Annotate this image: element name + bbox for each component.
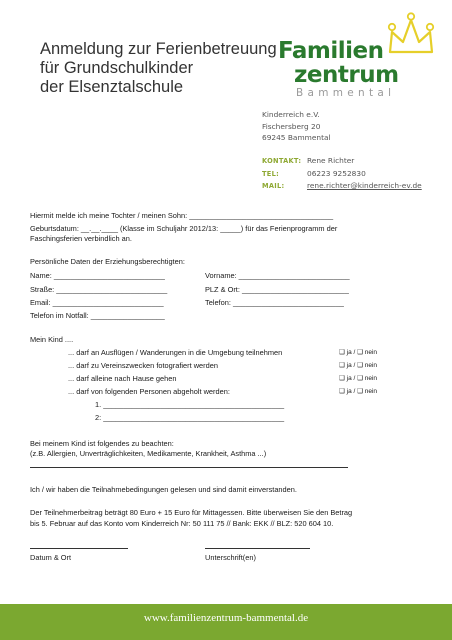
mail-link[interactable]: rene.richter@kinderreich-ev.de <box>307 181 422 190</box>
question-foto: ... darf zu Vereinszwecken fotografiert werden <box>68 361 218 370</box>
address-city: 69245 Bammental <box>262 133 331 142</box>
signature-label: Unterschrift(en) <box>205 553 256 562</box>
intro-line: Hiermit melde ich meine Tochter / meinen Sohn: ___________________________________ <box>30 211 334 220</box>
address-street: Fischersberg 20 <box>262 121 321 131</box>
page-title <box>40 40 277 97</box>
special-notes-line[interactable] <box>30 467 348 468</box>
telefon-field[interactable]: Telefon: ___________________________ <box>205 298 344 307</box>
logo-word-bammental: Bammental <box>296 87 396 99</box>
date-place-line[interactable] <box>30 548 128 549</box>
address-block <box>262 109 331 144</box>
conditions-text: Ich / wir haben die Teilnahmebedingungen gelesen und sind damit einverstanden. <box>30 485 297 494</box>
name-field[interactable]: Name: ___________________________ <box>30 271 165 280</box>
special-heading: Bei meinem Kind ist folgendes zu beachten: <box>30 439 174 448</box>
pickup-person-1[interactable]: 1. ____________________________________________ <box>95 400 285 409</box>
question-abholen: ... darf von folgenden Personen abgeholt werden: <box>68 387 230 396</box>
special-examples: (z.B. Allergien, Unverträglichkeiten, Medikamente, Krankheit, Asthma ...) <box>30 449 267 458</box>
contact-label: KONTAKT: <box>262 157 302 165</box>
tel-value: 06223 9252830 <box>307 168 366 178</box>
choice-ausfluege[interactable]: ❑ ja / ❑ nein <box>339 349 378 356</box>
footer-website-link[interactable]: www.familienzentrum-bammental.de <box>143 612 309 624</box>
email-field[interactable]: Email: ___________________________ <box>30 298 164 307</box>
choice-foto[interactable]: ❑ ja / ❑ nein <box>339 362 378 369</box>
choice-heimweg[interactable]: ❑ ja / ❑ nein <box>339 375 378 382</box>
notfall-field[interactable]: Telefon im Notfall: __________________ <box>30 311 165 320</box>
fee-line-2: bis 5. Februar auf das Konto vom Kinderreich Nr: 50 111 75 // Bank: EKK // BLZ: 520 604 10. <box>30 519 334 528</box>
tel-label: TEL: <box>262 169 280 178</box>
birth-line-2: Faschingsferien verbindlich an. <box>30 234 132 243</box>
familienzentrum-logo <box>276 12 436 102</box>
crown-icon <box>384 12 438 56</box>
question-ausfluege: ... darf an Ausflügen / Wanderungen in die Umgebung teilnehmen <box>68 348 283 357</box>
birth-line-1: Geburtsdatum: __.__.____ (Klasse im Schuljahr 2012/13: _____) für das Ferienprogramm der <box>30 224 338 233</box>
choice-abholen[interactable]: ❑ ja / ❑ nein <box>339 388 378 395</box>
logo-word-familien: Familien <box>278 38 384 64</box>
footer-bar <box>0 604 452 640</box>
title-line-3: der Elsenztalschule <box>40 78 184 96</box>
vorname-field[interactable]: Vorname: ___________________________ <box>205 271 350 280</box>
contact-block <box>262 155 422 193</box>
pickup-person-2[interactable]: 2: ____________________________________________ <box>95 413 285 422</box>
title-line-1: Anmeldung zur Ferienbetreuung <box>40 40 277 58</box>
mail-label: MAIL: <box>262 182 285 190</box>
logo-word-zentrum: zentrum <box>294 62 399 88</box>
address-org: Kinderreich e.V. <box>262 110 320 119</box>
parents-heading: Persönliche Daten der Erziehungsberechtigten: <box>30 257 185 266</box>
signature-line[interactable] <box>205 548 310 549</box>
contact-value: Rene Richter <box>307 156 355 165</box>
date-place-label: Datum & Ort <box>30 553 72 562</box>
kind-heading: Mein Kind .... <box>30 335 74 344</box>
plz-ort-field[interactable]: PLZ & Ort: __________________________ <box>205 285 349 294</box>
fee-line-1: Der Teilnehmerbeitrag beträgt 80 Euro + 15 Euro für Mittagessen. Bitte überweisen Sie den Betrag <box>30 508 353 517</box>
question-heimweg: ... darf alleine nach Hause gehen <box>68 374 177 383</box>
title-line-2: für Grundschulkinder <box>40 59 194 77</box>
strasse-field[interactable]: Straße: ___________________________ <box>30 285 168 294</box>
